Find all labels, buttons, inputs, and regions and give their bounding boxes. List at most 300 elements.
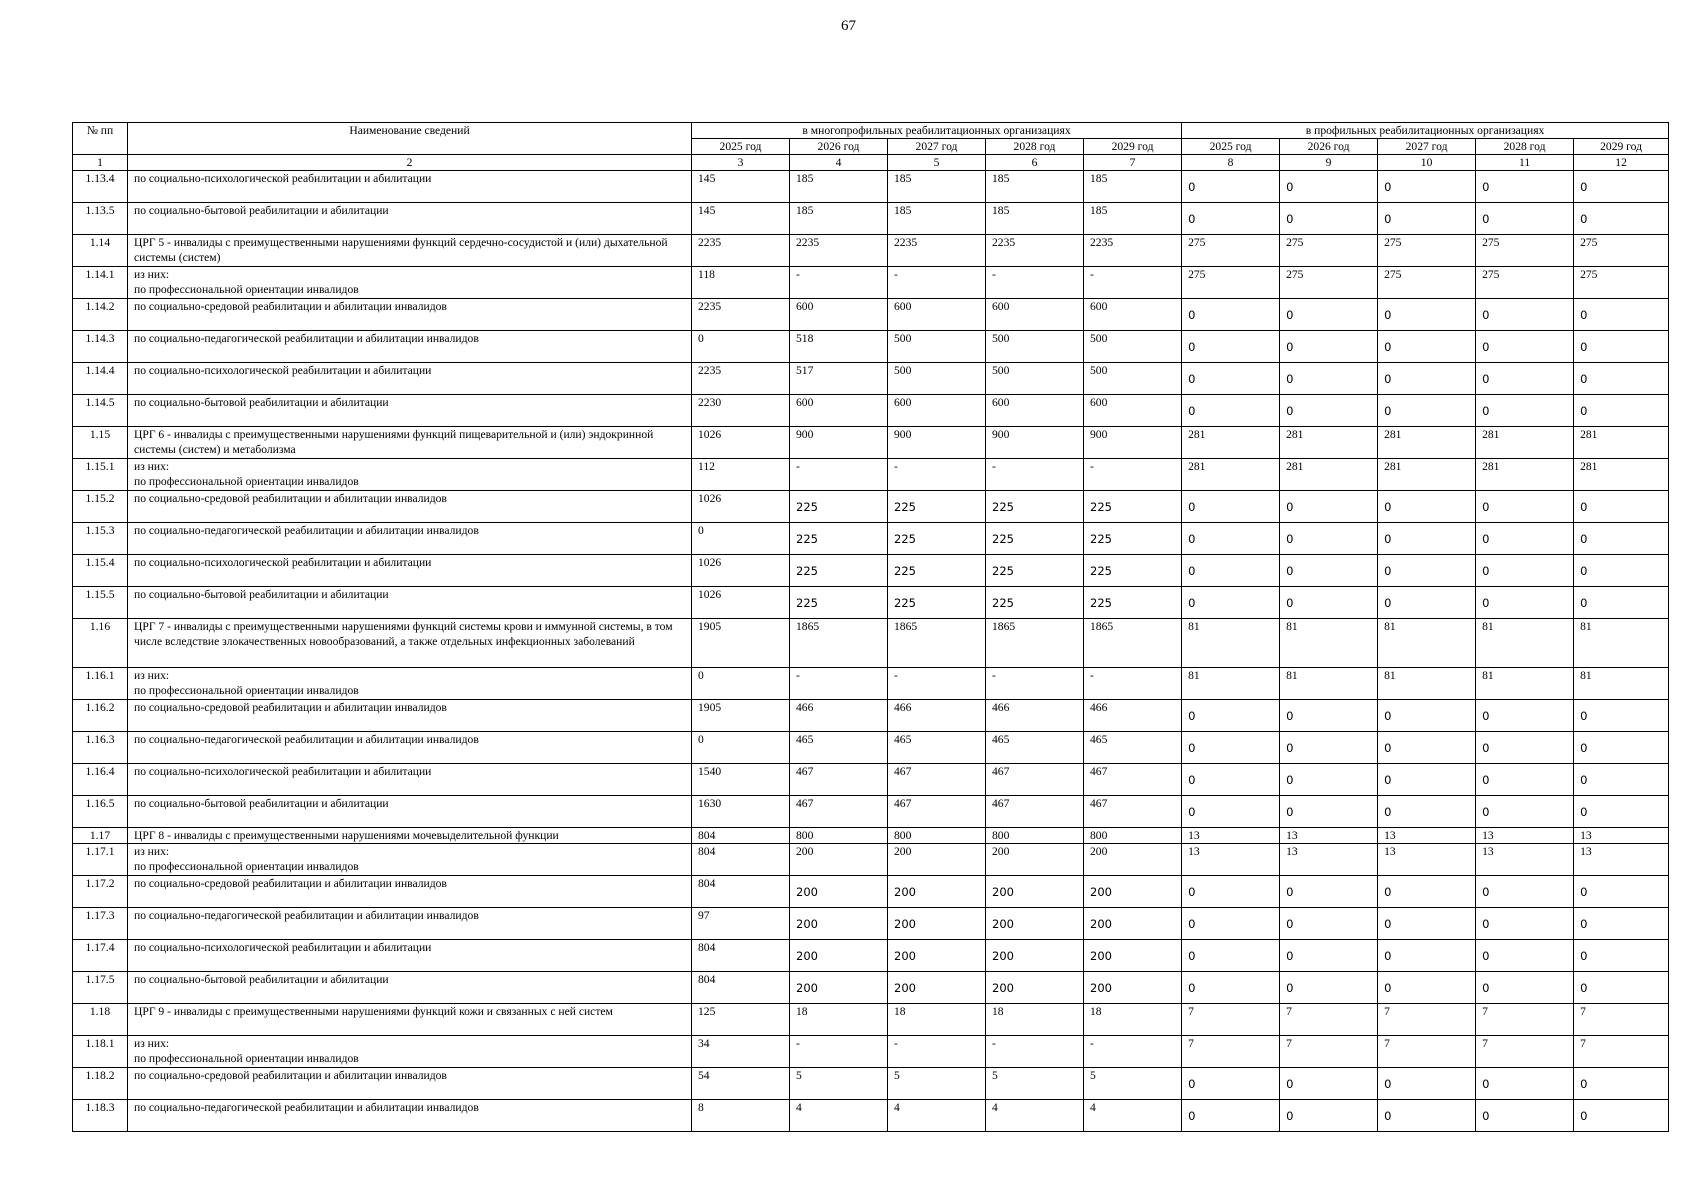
value-cell: 0 bbox=[1378, 940, 1476, 972]
value-cell: - bbox=[888, 459, 986, 491]
value-cell: 0 bbox=[1574, 587, 1669, 619]
value-cell: 804 bbox=[692, 972, 790, 1004]
value-cell: 200 bbox=[1084, 844, 1182, 876]
value-cell: 2235 bbox=[790, 235, 888, 267]
value-cell: 0 bbox=[1574, 171, 1669, 203]
row-number: 1.16.2 bbox=[73, 700, 128, 732]
value-cell: 0 bbox=[1378, 972, 1476, 1004]
value-cell: 0 bbox=[1182, 764, 1280, 796]
table-row bbox=[73, 235, 1669, 267]
table-body bbox=[73, 171, 1669, 1132]
value-cell: 900 bbox=[790, 427, 888, 459]
value-cell: 0 bbox=[1378, 796, 1476, 828]
row-number: 1.17.4 bbox=[73, 940, 128, 972]
value-cell: 225 bbox=[790, 555, 888, 587]
value-cell: 0 bbox=[1574, 732, 1669, 764]
value-cell: 1905 bbox=[692, 700, 790, 732]
header-year: 2025 год bbox=[692, 139, 790, 155]
row-number: 1.15.3 bbox=[73, 523, 128, 555]
row-number: 1.15.5 bbox=[73, 587, 128, 619]
value-cell: 600 bbox=[790, 299, 888, 331]
value-cell: 0 bbox=[1476, 700, 1574, 732]
data-table bbox=[72, 122, 1669, 1132]
value-cell: 275 bbox=[1280, 235, 1378, 267]
value-cell: 0 bbox=[1476, 1068, 1574, 1100]
value-cell: - bbox=[790, 267, 888, 299]
header-column-number: 5 bbox=[888, 155, 986, 171]
row-name: по социально-педагогической реабилитации и абилитации инвалидов bbox=[128, 1100, 692, 1132]
value-cell: 225 bbox=[986, 491, 1084, 523]
value-cell: 13 bbox=[1182, 844, 1280, 876]
value-cell: 466 bbox=[888, 700, 986, 732]
row-number: 1.17.2 bbox=[73, 876, 128, 908]
value-cell: - bbox=[986, 1036, 1084, 1068]
value-cell: 81 bbox=[1476, 668, 1574, 700]
value-cell: - bbox=[1084, 459, 1182, 491]
value-cell: 0 bbox=[1280, 587, 1378, 619]
value-cell: 4 bbox=[888, 1100, 986, 1132]
value-cell: 281 bbox=[1182, 459, 1280, 491]
value-cell: 275 bbox=[1280, 267, 1378, 299]
table-row bbox=[73, 267, 1669, 299]
value-cell: 0 bbox=[1476, 940, 1574, 972]
table-row bbox=[73, 940, 1669, 972]
value-cell: 0 bbox=[1574, 940, 1669, 972]
value-cell: 225 bbox=[1084, 555, 1182, 587]
value-cell: 0 bbox=[1182, 1068, 1280, 1100]
row-name: по социально-педагогической реабилитации и абилитации инвалидов bbox=[128, 523, 692, 555]
value-cell: 800 bbox=[986, 828, 1084, 844]
table-row bbox=[73, 844, 1669, 876]
value-cell: 7 bbox=[1476, 1004, 1574, 1036]
value-cell: 7 bbox=[1378, 1004, 1476, 1036]
value-cell: 0 bbox=[1280, 363, 1378, 395]
table-row bbox=[73, 427, 1669, 459]
value-cell: - bbox=[986, 267, 1084, 299]
value-cell: 275 bbox=[1476, 267, 1574, 299]
value-cell: 0 bbox=[1574, 363, 1669, 395]
value-cell: 467 bbox=[986, 796, 1084, 828]
value-cell: 0 bbox=[1574, 972, 1669, 1004]
value-cell: 0 bbox=[1280, 395, 1378, 427]
value-cell: 225 bbox=[986, 555, 1084, 587]
value-cell: 5 bbox=[790, 1068, 888, 1100]
value-cell: 500 bbox=[986, 331, 1084, 363]
value-cell: 225 bbox=[888, 491, 986, 523]
table-row bbox=[73, 796, 1669, 828]
value-cell: 275 bbox=[1476, 235, 1574, 267]
value-cell: 2235 bbox=[1084, 235, 1182, 267]
row-name: из них: по профессиональной ориентации инвалидов bbox=[128, 1036, 692, 1068]
value-cell: 281 bbox=[1378, 459, 1476, 491]
header-year: 2027 год bbox=[1378, 139, 1476, 155]
row-name: ЦРГ 7 - инвалиды с преимущественными нарушениями функций системы крови и иммунной системы, в том числе вследствие злокачественных новообразований, а также отдельных инфекционных заболеваний bbox=[128, 619, 692, 668]
row-name: по социально-средовой реабилитации и абилитации инвалидов bbox=[128, 1068, 692, 1100]
table-row bbox=[73, 203, 1669, 235]
value-cell: 0 bbox=[1378, 764, 1476, 796]
row-name: по социально-средовой реабилитации и абилитации инвалидов bbox=[128, 876, 692, 908]
value-cell: 200 bbox=[1084, 908, 1182, 940]
value-cell: 0 bbox=[1476, 972, 1574, 1004]
value-cell: 7 bbox=[1280, 1004, 1378, 1036]
value-cell: 1630 bbox=[692, 796, 790, 828]
value-cell: 81 bbox=[1280, 668, 1378, 700]
header-name: Наименование сведений bbox=[128, 123, 692, 155]
value-cell: 185 bbox=[888, 203, 986, 235]
value-cell: 1026 bbox=[692, 491, 790, 523]
value-cell: 281 bbox=[1574, 427, 1669, 459]
value-cell: 2235 bbox=[692, 235, 790, 267]
value-cell: 18 bbox=[888, 1004, 986, 1036]
row-name: ЦРГ 5 - инвалиды с преимущественными нарушениями функций сердечно-сосудистой и (или) дыхательной системы (систем) bbox=[128, 235, 692, 267]
header-column-number: 3 bbox=[692, 155, 790, 171]
row-name: по социально-психологической реабилитации и абилитации bbox=[128, 764, 692, 796]
value-cell: 200 bbox=[1084, 972, 1182, 1004]
value-cell: 467 bbox=[1084, 796, 1182, 828]
value-cell: - bbox=[888, 668, 986, 700]
value-cell: 0 bbox=[1182, 363, 1280, 395]
value-cell: 225 bbox=[888, 587, 986, 619]
table-row bbox=[73, 1068, 1669, 1100]
value-cell: 275 bbox=[1182, 267, 1280, 299]
row-number: 1.18.1 bbox=[73, 1036, 128, 1068]
value-cell: 0 bbox=[692, 331, 790, 363]
value-cell: 900 bbox=[986, 427, 1084, 459]
value-cell: 13 bbox=[1182, 828, 1280, 844]
value-cell: 225 bbox=[888, 555, 986, 587]
value-cell: 466 bbox=[986, 700, 1084, 732]
value-cell: 0 bbox=[1280, 491, 1378, 523]
value-cell: 225 bbox=[1084, 523, 1182, 555]
value-cell: 0 bbox=[692, 732, 790, 764]
value-cell: 185 bbox=[1084, 171, 1182, 203]
table-row bbox=[73, 331, 1669, 363]
value-cell: 1540 bbox=[692, 764, 790, 796]
value-cell: 0 bbox=[1182, 555, 1280, 587]
header-year: 2029 год bbox=[1084, 139, 1182, 155]
table-row bbox=[73, 587, 1669, 619]
value-cell: 18 bbox=[986, 1004, 1084, 1036]
header-year: 2028 год bbox=[1476, 139, 1574, 155]
value-cell: 81 bbox=[1280, 619, 1378, 668]
value-cell: 0 bbox=[1182, 203, 1280, 235]
value-cell: 13 bbox=[1378, 844, 1476, 876]
table-row bbox=[73, 908, 1669, 940]
header-column-number: 12 bbox=[1574, 155, 1669, 171]
value-cell: 7 bbox=[1476, 1036, 1574, 1068]
value-cell: 0 bbox=[1378, 876, 1476, 908]
value-cell: 281 bbox=[1574, 459, 1669, 491]
value-cell: 281 bbox=[1476, 427, 1574, 459]
value-cell: 97 bbox=[692, 908, 790, 940]
row-number: 1.14 bbox=[73, 235, 128, 267]
row-number: 1.15.2 bbox=[73, 491, 128, 523]
value-cell: 600 bbox=[1084, 299, 1182, 331]
value-cell: 1026 bbox=[692, 587, 790, 619]
value-cell: 0 bbox=[1280, 555, 1378, 587]
value-cell: - bbox=[1084, 267, 1182, 299]
row-name: ЦРГ 6 - инвалиды с преимущественными нарушениями функций пищеварительной и (или) эндокринной системы (систем) и метаболизма bbox=[128, 427, 692, 459]
table-row bbox=[73, 1036, 1669, 1068]
value-cell: 7 bbox=[1182, 1036, 1280, 1068]
value-cell: 2235 bbox=[692, 363, 790, 395]
value-cell: 467 bbox=[888, 764, 986, 796]
header-year: 2026 год bbox=[790, 139, 888, 155]
value-cell: 600 bbox=[1084, 395, 1182, 427]
value-cell: - bbox=[790, 459, 888, 491]
value-cell: 200 bbox=[888, 876, 986, 908]
value-cell: 467 bbox=[790, 764, 888, 796]
value-cell: 200 bbox=[790, 972, 888, 1004]
table-row bbox=[73, 171, 1669, 203]
value-cell: 500 bbox=[986, 363, 1084, 395]
value-cell: 0 bbox=[1574, 203, 1669, 235]
value-cell: 0 bbox=[1476, 764, 1574, 796]
row-number: 1.17.1 bbox=[73, 844, 128, 876]
value-cell: 0 bbox=[1280, 732, 1378, 764]
row-name: по социально-бытовой реабилитации и абилитации bbox=[128, 972, 692, 1004]
value-cell: 0 bbox=[1476, 203, 1574, 235]
value-cell: 145 bbox=[692, 171, 790, 203]
value-cell: 500 bbox=[888, 363, 986, 395]
value-cell: 0 bbox=[1280, 171, 1378, 203]
value-cell: 81 bbox=[1378, 668, 1476, 700]
row-number: 1.16.3 bbox=[73, 732, 128, 764]
value-cell: - bbox=[1084, 668, 1182, 700]
value-cell: 0 bbox=[1182, 331, 1280, 363]
table-row bbox=[73, 555, 1669, 587]
row-number: 1.14.4 bbox=[73, 363, 128, 395]
row-number: 1.16.5 bbox=[73, 796, 128, 828]
table-row bbox=[73, 299, 1669, 331]
row-number: 1.15.4 bbox=[73, 555, 128, 587]
value-cell: 466 bbox=[790, 700, 888, 732]
value-cell: 0 bbox=[1574, 908, 1669, 940]
value-cell: 275 bbox=[1378, 267, 1476, 299]
value-cell: 5 bbox=[888, 1068, 986, 1100]
value-cell: 465 bbox=[888, 732, 986, 764]
row-name: по социально-педагогической реабилитации и абилитации инвалидов bbox=[128, 732, 692, 764]
value-cell: 0 bbox=[1182, 908, 1280, 940]
value-cell: 0 bbox=[1280, 331, 1378, 363]
value-cell: 900 bbox=[888, 427, 986, 459]
table-row bbox=[73, 764, 1669, 796]
value-cell: 200 bbox=[790, 844, 888, 876]
value-cell: 5 bbox=[986, 1068, 1084, 1100]
header-column-number: 7 bbox=[1084, 155, 1182, 171]
header-year: 2028 год bbox=[986, 139, 1084, 155]
value-cell: 2235 bbox=[692, 299, 790, 331]
value-cell: 7 bbox=[1280, 1036, 1378, 1068]
header-year: 2026 год bbox=[1280, 139, 1378, 155]
value-cell: 0 bbox=[692, 523, 790, 555]
table-row bbox=[73, 395, 1669, 427]
value-cell: 200 bbox=[986, 908, 1084, 940]
row-number: 1.18.3 bbox=[73, 1100, 128, 1132]
value-cell: 0 bbox=[1574, 796, 1669, 828]
row-number: 1.17.3 bbox=[73, 908, 128, 940]
value-cell: 0 bbox=[1280, 203, 1378, 235]
value-cell: - bbox=[888, 1036, 986, 1068]
row-name: по социально-бытовой реабилитации и абилитации bbox=[128, 203, 692, 235]
value-cell: 4 bbox=[1084, 1100, 1182, 1132]
value-cell: 7 bbox=[1574, 1004, 1669, 1036]
row-name: по социально-бытовой реабилитации и абилитации bbox=[128, 796, 692, 828]
value-cell: 0 bbox=[1280, 299, 1378, 331]
value-cell: 281 bbox=[1182, 427, 1280, 459]
value-cell: 112 bbox=[692, 459, 790, 491]
value-cell: 0 bbox=[1280, 764, 1378, 796]
row-name: по социально-средовой реабилитации и абилитации инвалидов bbox=[128, 700, 692, 732]
value-cell: 185 bbox=[790, 171, 888, 203]
value-cell: 200 bbox=[790, 940, 888, 972]
header-year: 2029 год bbox=[1574, 139, 1669, 155]
value-cell: 185 bbox=[790, 203, 888, 235]
header-column-number: 11 bbox=[1476, 155, 1574, 171]
value-cell: 0 bbox=[1476, 555, 1574, 587]
value-cell: 0 bbox=[1476, 395, 1574, 427]
row-number: 1.16.1 bbox=[73, 668, 128, 700]
page-number: 67 bbox=[841, 18, 856, 34]
row-name: по социально-психологической реабилитации и абилитации bbox=[128, 171, 692, 203]
value-cell: 225 bbox=[1084, 491, 1182, 523]
value-cell: 800 bbox=[790, 828, 888, 844]
value-cell: 225 bbox=[790, 523, 888, 555]
row-name: по социально-бытовой реабилитации и абилитации bbox=[128, 395, 692, 427]
value-cell: 0 bbox=[692, 668, 790, 700]
value-cell: 500 bbox=[888, 331, 986, 363]
header-num: № пп bbox=[73, 123, 128, 155]
value-cell: 0 bbox=[1476, 908, 1574, 940]
value-cell: 0 bbox=[1476, 331, 1574, 363]
value-cell: 200 bbox=[888, 908, 986, 940]
value-cell: 0 bbox=[1476, 587, 1574, 619]
value-cell: 200 bbox=[888, 844, 986, 876]
value-cell: 225 bbox=[1084, 587, 1182, 619]
value-cell: 600 bbox=[888, 395, 986, 427]
value-cell: 13 bbox=[1280, 844, 1378, 876]
value-cell: 467 bbox=[888, 796, 986, 828]
row-name: по социально-педагогической реабилитации и абилитации инвалидов bbox=[128, 331, 692, 363]
value-cell: 81 bbox=[1378, 619, 1476, 668]
value-cell: 500 bbox=[1084, 331, 1182, 363]
value-cell: 0 bbox=[1574, 395, 1669, 427]
row-name: по социально-средовой реабилитации и абилитации инвалидов bbox=[128, 491, 692, 523]
value-cell: 18 bbox=[1084, 1004, 1182, 1036]
value-cell: 0 bbox=[1378, 700, 1476, 732]
value-cell: 0 bbox=[1574, 523, 1669, 555]
table-row bbox=[73, 619, 1669, 668]
value-cell: 8 bbox=[692, 1100, 790, 1132]
value-cell: 7 bbox=[1378, 1036, 1476, 1068]
row-number: 1.14.3 bbox=[73, 331, 128, 363]
value-cell: 0 bbox=[1182, 732, 1280, 764]
value-cell: 0 bbox=[1476, 732, 1574, 764]
header-column-number: 9 bbox=[1280, 155, 1378, 171]
value-cell: 0 bbox=[1574, 876, 1669, 908]
table-row bbox=[73, 1100, 1669, 1132]
value-cell: 0 bbox=[1280, 908, 1378, 940]
value-cell: 200 bbox=[790, 876, 888, 908]
value-cell: 465 bbox=[1084, 732, 1182, 764]
value-cell: 13 bbox=[1280, 828, 1378, 844]
value-cell: 13 bbox=[1574, 844, 1669, 876]
table-row bbox=[73, 491, 1669, 523]
row-name: из них: по профессиональной ориентации инвалидов bbox=[128, 459, 692, 491]
value-cell: 275 bbox=[1182, 235, 1280, 267]
value-cell: 465 bbox=[790, 732, 888, 764]
value-cell: 0 bbox=[1476, 876, 1574, 908]
value-cell: 467 bbox=[790, 796, 888, 828]
header-year: 2027 год bbox=[888, 139, 986, 155]
header-group-multiprofile: в многопрофильных реабилитационных организациях bbox=[692, 123, 1182, 139]
header-column-number: 6 bbox=[986, 155, 1084, 171]
row-number: 1.15.1 bbox=[73, 459, 128, 491]
value-cell: 7 bbox=[1182, 1004, 1280, 1036]
value-cell: - bbox=[790, 668, 888, 700]
value-cell: 1865 bbox=[1084, 619, 1182, 668]
value-cell: 800 bbox=[888, 828, 986, 844]
value-cell: 0 bbox=[1378, 203, 1476, 235]
value-cell: 2230 bbox=[692, 395, 790, 427]
row-number: 1.13.5 bbox=[73, 203, 128, 235]
value-cell: 0 bbox=[1378, 331, 1476, 363]
value-cell: 13 bbox=[1476, 844, 1574, 876]
value-cell: 465 bbox=[986, 732, 1084, 764]
value-cell: 0 bbox=[1280, 972, 1378, 1004]
value-cell: 225 bbox=[986, 523, 1084, 555]
table-row bbox=[73, 523, 1669, 555]
row-number: 1.16 bbox=[73, 619, 128, 668]
value-cell: 0 bbox=[1476, 299, 1574, 331]
header-column-number: 8 bbox=[1182, 155, 1280, 171]
value-cell: 0 bbox=[1574, 1068, 1669, 1100]
value-cell: 1865 bbox=[888, 619, 986, 668]
value-cell: 600 bbox=[986, 299, 1084, 331]
value-cell: 200 bbox=[888, 972, 986, 1004]
value-cell: 225 bbox=[888, 523, 986, 555]
value-cell: - bbox=[888, 267, 986, 299]
value-cell: 466 bbox=[1084, 700, 1182, 732]
value-cell: 0 bbox=[1378, 1068, 1476, 1100]
value-cell: 0 bbox=[1280, 876, 1378, 908]
row-name: из них: по профессиональной ориентации инвалидов bbox=[128, 267, 692, 299]
value-cell: 600 bbox=[790, 395, 888, 427]
value-cell: 0 bbox=[1280, 1068, 1378, 1100]
value-cell: 275 bbox=[1378, 235, 1476, 267]
row-number: 1.17 bbox=[73, 828, 128, 844]
value-cell: 18 bbox=[790, 1004, 888, 1036]
row-name: по социально-бытовой реабилитации и абилитации bbox=[128, 587, 692, 619]
value-cell: 0 bbox=[1280, 940, 1378, 972]
value-cell: 0 bbox=[1476, 523, 1574, 555]
value-cell: 0 bbox=[1476, 363, 1574, 395]
value-cell: 804 bbox=[692, 876, 790, 908]
value-cell: 0 bbox=[1574, 1100, 1669, 1132]
value-cell: 81 bbox=[1476, 619, 1574, 668]
value-cell: 467 bbox=[1084, 764, 1182, 796]
table-row bbox=[73, 668, 1669, 700]
value-cell: 81 bbox=[1574, 668, 1669, 700]
value-cell: 804 bbox=[692, 828, 790, 844]
value-cell: - bbox=[986, 459, 1084, 491]
value-cell: 600 bbox=[986, 395, 1084, 427]
value-cell: 0 bbox=[1378, 171, 1476, 203]
value-cell: - bbox=[1084, 1036, 1182, 1068]
value-cell: 800 bbox=[1084, 828, 1182, 844]
value-cell: 0 bbox=[1574, 331, 1669, 363]
value-cell: 281 bbox=[1280, 427, 1378, 459]
